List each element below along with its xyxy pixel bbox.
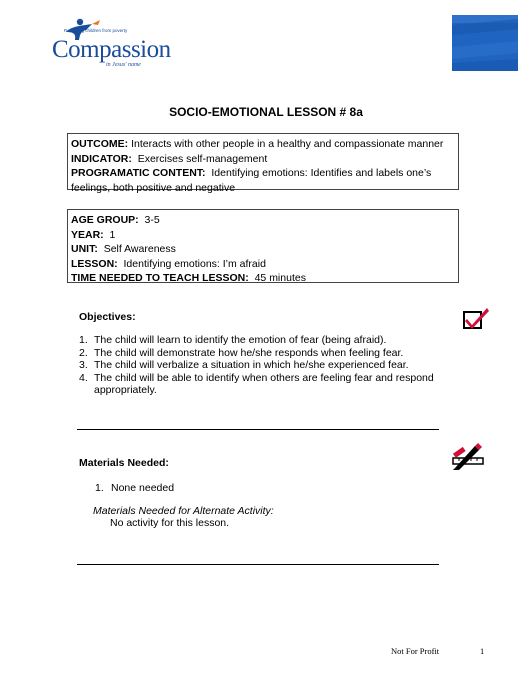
age-label: AGE GROUP:: [71, 214, 139, 226]
objective-item: 3. The child will verbalize a situation in which he/she experienced fear.: [79, 359, 409, 371]
alternate-materials-text: No activity for this lesson.: [110, 517, 230, 529]
lesson-row: [71, 257, 455, 272]
programatic-value-line2: feelings, both positive and negative: [71, 181, 236, 194]
outcome-row: [71, 137, 455, 152]
page-title: SOCIO-EMOTIONAL LESSON # 8a: [169, 105, 363, 119]
logo-subtitle: in Jesus' name: [106, 62, 141, 68]
lesson-value: Identifying emotions: I’m afraid: [123, 257, 266, 270]
page-number: 1: [480, 646, 485, 656]
compassion-logo: [50, 18, 180, 72]
objectives-heading: Objectives:: [79, 311, 136, 323]
lesson-label: LESSON:: [71, 257, 118, 270]
objective-item: 2. The child will demonstrate how he/she responds when feeling fear.: [79, 346, 404, 359]
materials-heading: Materials Needed:: [79, 457, 169, 469]
footer-not-for-profit: Not For Profit: [391, 646, 440, 656]
outcome-box: [67, 133, 459, 194]
objectives-list: [79, 334, 449, 397]
outcome-value: Interacts with other people in a healthy and compassionate manner: [131, 138, 444, 150]
outcome-label: OUTCOME:: [71, 138, 129, 150]
time-value: 45 minutes: [254, 272, 306, 284]
programatic-label: PROGRAMATIC CONTENT:: [71, 167, 206, 179]
unit-label: UNIT:: [71, 243, 98, 255]
unit-value: Self Awareness: [103, 243, 176, 255]
lesson-details-box: [67, 209, 459, 283]
year-row: [71, 228, 455, 243]
age-row: [71, 213, 455, 228]
material-item: 1. None needed: [95, 482, 175, 494]
programatic-row: [71, 166, 455, 181]
indicator-label: INDICATOR:: [71, 152, 132, 165]
objective-item: 1. The child will learn to identify the emotion of fear (being afraid).: [79, 334, 387, 346]
logo-tagline: Releasing children from poverty: [64, 28, 128, 33]
year-label: YEAR:: [71, 228, 104, 241]
time-row: [71, 271, 455, 286]
time-label: TIME NEEDED TO TEACH LESSON:: [71, 272, 249, 284]
decorative-blue-block: [452, 15, 518, 71]
unit-row: [71, 242, 455, 257]
section-divider: [77, 429, 439, 430]
section-divider: [77, 564, 439, 565]
objective-item: 4. The child will be able to identify when others are feeling fear and respond appropriately.: [79, 371, 434, 396]
checkbox-check-icon: [462, 306, 490, 330]
pencil-ruler-icon: [451, 442, 487, 470]
age-value: 3-5: [144, 214, 160, 226]
indicator-value: Exercises self-management: [137, 152, 268, 165]
programatic-value-line1: Identifying emotions: Identifies and labels one’s: [211, 167, 432, 179]
year-value: 1: [109, 228, 116, 241]
alternate-materials-label: Materials Needed for Alternate Activity:: [93, 505, 274, 517]
indicator-row: [71, 152, 455, 167]
logo-wordmark: Compassion: [52, 36, 171, 63]
materials-list: [95, 482, 174, 494]
